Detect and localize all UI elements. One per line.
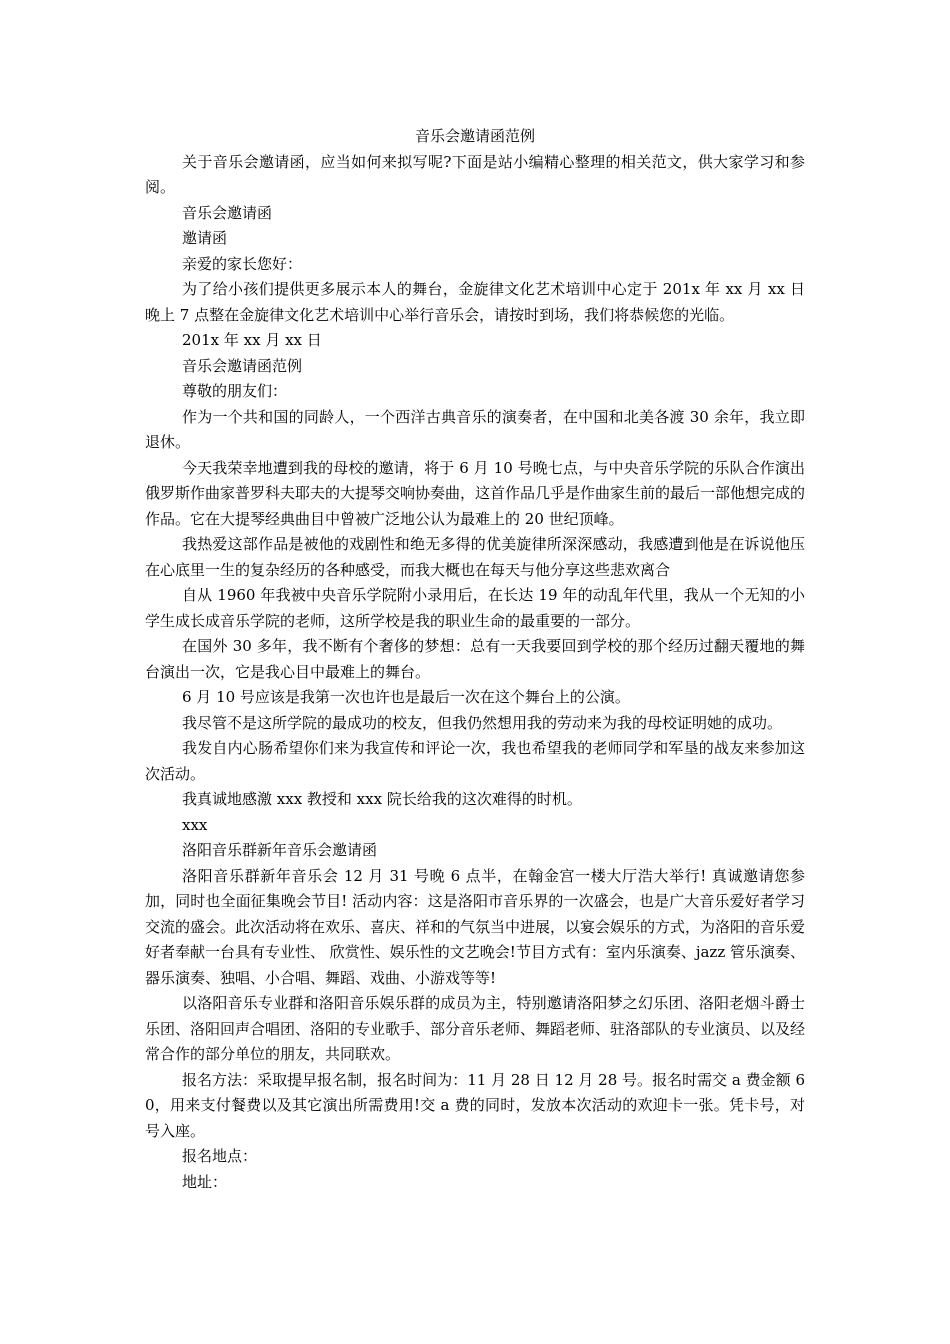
paragraph-heading-example: 音乐会邀请函范例 [182, 356, 303, 375]
paragraph-thanks: 我真诚地感激 xxx 教授和 xxx 院长给我的这次难得的时机。 [182, 790, 582, 808]
paragraph-history: 自从 1960 年我被中央音乐学院附小录用后，在长达 19 年的动乱年代里，我从一个无知的小学生成长成音乐学院的老师，这所学校是我的职业生命的最重要的一部分。 [145, 586, 805, 630]
paragraph-label-invitation: 邀请函 [182, 229, 228, 247]
document-body [145, 124, 805, 1195]
paragraph-heading-invitation: 音乐会邀请函 [182, 203, 273, 222]
paragraph-concert-notice: 为了给小孩们提供更多展示本人的舞台，金旋律文化艺术培训中心定于 201x 年 xx 月 xx 日晚上 7 点整在金旋律文化艺术培训中心举行音乐会，请按时到场，我们将恭候您的光临。 [145, 280, 805, 324]
paragraph-date: 201x 年 xx 月 xx 日 [182, 331, 322, 349]
paragraph-heading-luoyang: 洛阳音乐群新年音乐会邀请函 [182, 841, 378, 859]
paragraph-alumni: 我尽管不是这所学院的最成功的校友，但我仍然想用我的劳动来为我的母校证明她的成功。 [182, 713, 783, 732]
paragraph-dream: 在国外 30 多年，我不断有个奢侈的梦想：总有一天我要回到学校的那个经历过翻天覆地的舞台演出一次，它是我心目中最难上的舞台。 [145, 637, 805, 681]
paragraph-retirement: 作为一个共和国的同龄人，一个西洋古典音乐的演奏者，在中国和北美各渡 30 余年，我立即退休。 [145, 407, 805, 451]
document-title: 音乐会邀请函范例 [414, 127, 535, 145]
paragraph-luoyang-event: 洛阳音乐群新年音乐会 12 月 31 号晚 6 点半，在翰金宫一楼大厅浩大举行! 真诚邀请您参加，同时也全面征集晚会节目! 活动内容：这是洛阳市音乐界的一次盛会，也是广大音乐爱好者学习交流的盛会。此次活动将在欢乐、喜庆、祥和的气氛当中进展，以宴会娱乐的方式，为洛阳的音乐爱好者奉献一台具有专业性、 欣赏性、娱乐性的文艺晚会!节目方式有：室内乐演奏、jazz 管乐演奏、器乐演奏、独唱、小合唱、舞蹈、戏曲、小游戏等等! [145, 866, 806, 987]
paragraph-salutation-parents: 亲爱的家长您好： [182, 254, 303, 273]
paragraph-signature: xxx [182, 815, 208, 834]
paragraph-registration-method: 报名方法：采取提早报名制，报名时间为：11 月 28 日 12 月 28 号。报名时需交 a 费金额 60，用来支付餐费以及其它演出所需费用!交 a 费的同时，发放本次活动的欢迎卡一张。凭卡号，对号入座。 [145, 1070, 805, 1140]
paragraph-registration-place: 报名地点： [182, 1147, 258, 1165]
paragraph-participants: 以洛阳音乐专业群和洛阳音乐娱乐群的成员为主，特别邀请洛阳梦之幻乐团、洛阳老烟斗爵士乐团、洛阳回声合唱团、洛阳的专业歌手、部分音乐老师、舞蹈老师、驻洛部队的专业演员、以及经常合作的部分单位的朋友，共同联欢。 [145, 994, 806, 1063]
paragraph-first-show: 6 月 10 号应该是我第一次也许也是最后一次在这个舞台上的公演。 [182, 688, 630, 706]
paragraph-performance: 今天我荣幸地遭到我的母校的邀请，将于 6 月 10 号晚七点，与中央音乐学院的乐队合作演出俄罗斯作曲家普罗科夫耶夫的大提琴交响协奏曲，这首作品几乎是作曲家生前的最后一部他想完成的作品。它在大提琴经典曲目中曾被广泛地公认为最难上的 20 世纪顶峰。 [145, 458, 806, 528]
paragraph-salutation-friends: 尊敬的朋友们： [182, 382, 288, 400]
paragraph-hope: 我发自内心肠希望你们来为我宣传和评论一次，我也希望我的老师同学和军垦的战友来参加这次活动。 [145, 739, 805, 783]
paragraph-address: 地址： [182, 1172, 228, 1191]
paragraph-intro: 关于音乐会邀请函，应当如何来拟写呢?下面是站小编精心整理的相关范文，供大家学习和参阅。 [145, 152, 805, 196]
paragraph-love-of-work: 我热爱这部作品是被他的戏剧性和绝无多得的优美旋律所深深感动，我感遭到他是在诉说他压在心底里一生的复杂经历的各种感受，而我大概也在每天与他分享这些悲欢离合 [145, 535, 805, 579]
